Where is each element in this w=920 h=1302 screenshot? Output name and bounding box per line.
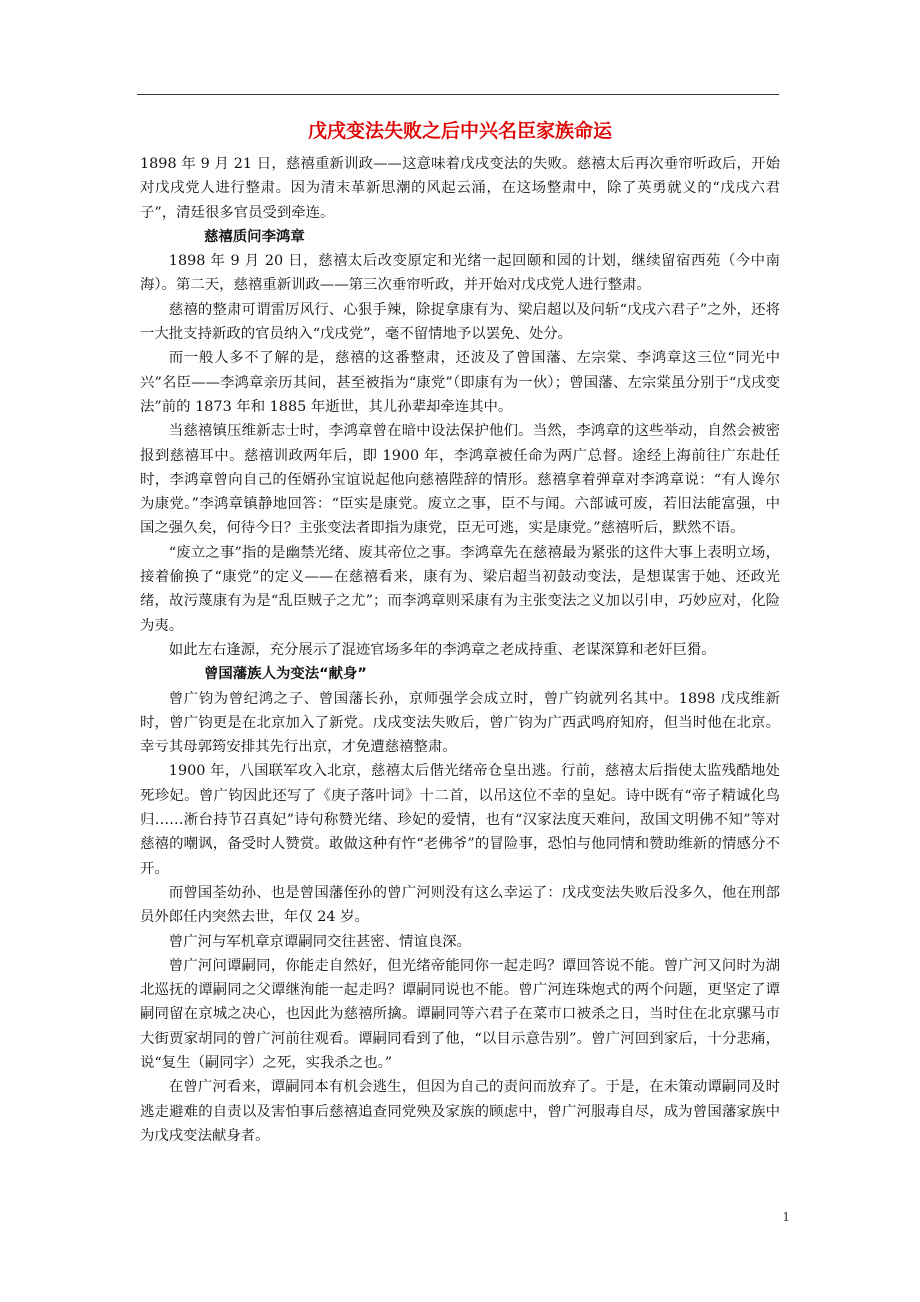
paragraph: 1898 年 9 月 20 日，慈禧太后改变原定和光绪一起回颐和园的计划，继续留宿西苑（今中南海）。第二天，慈禧重新训政——第三次垂帘听政，并开始对戊戌党人进行整肃。 (140, 253, 780, 294)
paragraph: 曾广钧为曾纪鸿之子、曾国藩长孙，京师强学会成立时，曾广钧就列名其中。1898 戊戌维新时，曾广钧更是在北京加入了新党。戊戌变法失败后，曾广钧为广西武鸣府知府，但当时他在北京。幸亏其母郭筠安排其先行出京，才免遭慈禧整肃。 (140, 690, 780, 756)
page-number: 1 (782, 1210, 790, 1224)
section-heading-li-hongzhang: 慈禧质问李鸿章 (204, 228, 305, 245)
intro-paragraph: 1898 年 9 月 21 日，慈禧重新训政——这意味着戊戌变法的失败。慈禧太后再次垂帘听政后，开始对戊戌党人进行整肃。因为清末革新思潮的风起云涌，在这场整肃中，除了英勇就义的“戊戌六君子”，清廷很多官员受到牵连。 (140, 156, 780, 221)
document-body (140, 116, 780, 1148)
header-rule (137, 94, 779, 95)
paragraph: 如此左右逢源，充分展示了混迹官场多年的李鸿章之老成持重、老谋深算和老奸巨猾。 (168, 641, 716, 658)
paragraph: 当慈禧镇压维新志士时，李鸿章曾在暗中设法保护他们。当然，李鸿章的这些举动，自然会被密报到慈禧耳中。慈禧训政两年后，即 1900 年，李鸿章被任命为两广总督。途经上海前往广东赴任时，李鸿章曾向自己的侄婿孙宝谊说起他向慈禧陛辞的情形。慈禧拿着弹章对李鸿章说：“有人谗尔为康党。”李鸿章镇静地回答：“臣实是康党。废立之事，臣不与闻。六部诚可废，若旧法能富强，中国之强久矣，何待今日？主张变法者即指为康党，臣无可逃，实是康党。”慈禧听后，默然不语。 (140, 423, 780, 537)
section-heading-zeng-family: 曾国藩族人为变法“献身” (204, 666, 367, 683)
paragraph: “废立之事”指的是幽禁光绪、废其帝位之事。李鸿章先在慈禧最为紧张的这件大事上表明立场，接着偷换了“康党”的定义——在慈禧看来，康有为、梁启超当初鼓动变法，是想谋害于她、还政光绪，故污蔑康有为是“乱臣贼子之尤”；而李鸿章则采康有为主张变法之义加以引申，巧妙应对，化险为夷。 (140, 544, 780, 634)
paragraph: 1900 年，八国联军攻入北京，慈禧太后偕光绪帝仓皇出逃。行前，慈禧太后指使太监残酷地处死珍妃。曾广钧因此还写了《庚子落叶词》十二首，以吊这位不幸的皇妃。诗中既有“帝子精诚化鸟归……淅台持节召真妃”诗句称赞光绪、珍妃的爱情，也有“汉家法度天难问，敌国文明佛不知”等对慈禧的嘲讽，备受时人赞赏。敢做这种有忤“老佛爷”的冒险事，恐怕与他同情和赞助维新的情感分不开。 (140, 763, 780, 877)
paragraph: 曾广河与军机章京谭嗣同交往甚密、情谊良深。 (168, 933, 472, 950)
paragraph: 而一般人多不了解的是，慈禧的这番整肃，还波及了曾国藩、左宗棠、李鸿章这三位“同光中兴”名臣——李鸿章亲历其间，甚至被指为“康党”（即康有为一伙）；曾国藩、左宗棠虽分别于“戊戌变法”前的 1873 年和 1885 年逝世，其儿孙辈却牵连其中。 (140, 350, 780, 415)
paragraph: 慈禧的整肃可谓雷厉风行、心狠手辣，除捉拿康有为、梁启超以及问斩“戊戌六君子”之外，还将一大批支持新政的官员纳入“戊戌党”，毫不留情地予以罢免、处分。 (140, 301, 780, 343)
paragraph: 在曾广河看来，谭嗣同本有机会逃生，但因为自己的责问而放弃了。于是，在未策动谭嗣同及时逃走避难的自责以及害怕事后慈禧追查同党殃及家族的顾虑中，曾广河服毒自尽，成为曾国藩家族中为戊戌变法献身者。 (140, 1079, 780, 1144)
document-title: 戊戌变法失败之后中兴名臣家族命运 (307, 120, 612, 142)
paragraph: 而曾国荃幼孙、也是曾国藩侄孙的曾广河则没有这么幸运了：戊戌变法失败后没多久，他在刑部员外郎任内突然去世，年仅 24 岁。 (140, 884, 780, 926)
paragraph: 曾广河问谭嗣同，你能走自然好，但光绪帝能同你一起走吗？谭回答说不能。曾广河又问时为湖北巡抚的谭嗣同之父谭继洵能一起走吗？谭嗣同说也不能。曾广河连珠炮式的两个问题，更坚定了谭嗣同留在京城之决心，也因此为慈禧所擒。谭嗣同等六君子在菜市口被杀之日，当时住在北京骡马市大街贾家胡同的曾广河前往观看。谭嗣同看到了他，“以目示意告别”。曾广河回到家后，十分悲痛，说“复生（嗣同字）之死，实我杀之也。” (140, 957, 780, 1071)
